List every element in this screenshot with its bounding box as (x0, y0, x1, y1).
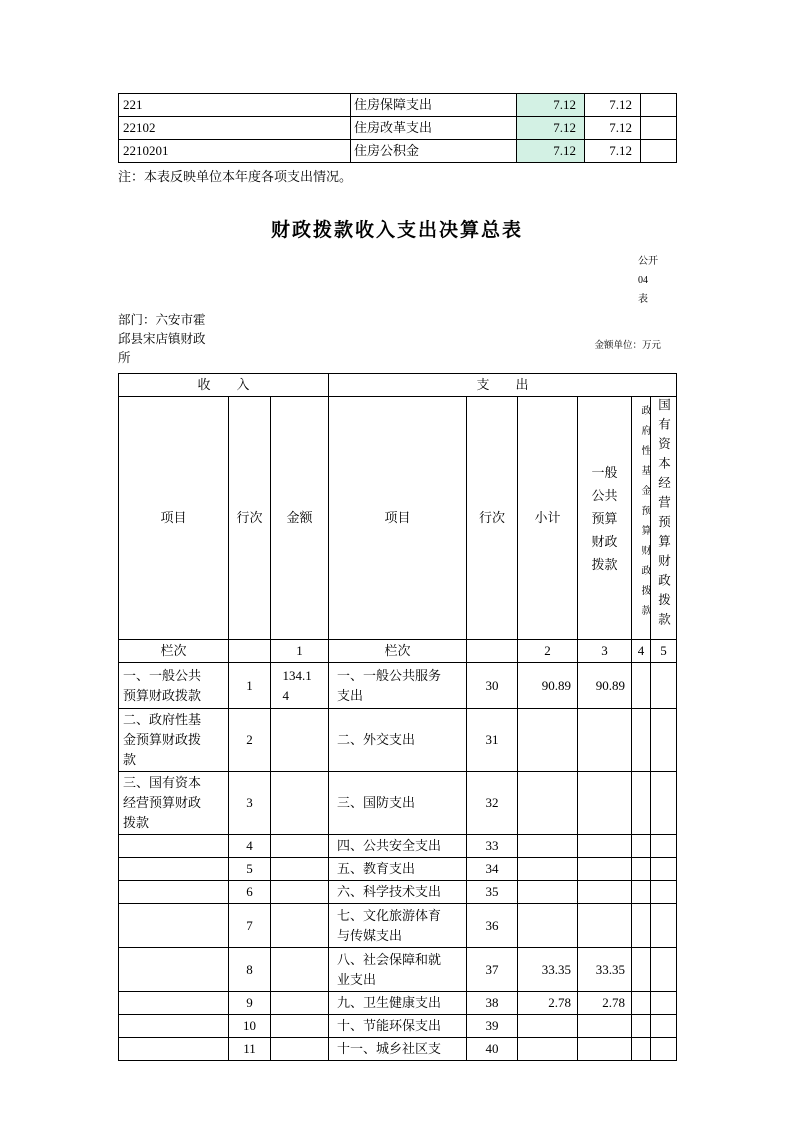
table-row (119, 117, 677, 140)
income-amount (271, 772, 329, 835)
expense-row-no: 36 (467, 904, 518, 948)
income-item (119, 1015, 229, 1038)
expense-row-no: 37 (467, 948, 518, 992)
amount-cell: 7.12 (585, 117, 641, 140)
income-amount (271, 1015, 329, 1038)
table-row (119, 140, 677, 163)
income-item: 三、国有资本经营预算财政拨款 (119, 772, 229, 835)
subtotal-value (518, 709, 578, 772)
lanci-empty-cell (229, 640, 271, 663)
expense-item: 四、公共安全支出 (329, 835, 467, 858)
amount-cell-highlighted: 7.12 (517, 140, 585, 163)
income-item: 二、政府性基金预算财政拨款 (119, 709, 229, 772)
table-note: 注：本表反映单位本年度各项支出情况。 (118, 169, 353, 184)
income-row-no: 10 (229, 1015, 271, 1038)
empty-cell (641, 94, 677, 117)
expense-item: 十、节能环保支出 (329, 1015, 467, 1038)
general-value: 33.35 (578, 948, 632, 992)
capital-value (651, 663, 677, 709)
subject-name-cell: 住房保障支出 (351, 94, 517, 117)
income-amount-value: 134.14 (282, 667, 312, 703)
income-item: 一、一般公共预算财政拨款 (119, 663, 229, 709)
previous-expenditure-table (118, 93, 677, 163)
expense-row-no: 30 (467, 663, 518, 709)
income-row-no: 9 (229, 992, 271, 1015)
expense-item: 五、教育支出 (329, 858, 467, 881)
data-row (119, 904, 677, 948)
subtotal-value: 33.35 (518, 948, 578, 992)
general-value: 90.89 (578, 663, 632, 709)
col-header-subtotal: 小计 (518, 397, 578, 640)
lanci-income-no: 1 (271, 640, 329, 663)
col-header-expense-item: 项目 (329, 397, 467, 640)
general-value (578, 709, 632, 772)
expense-item: 一、一般公共服务支出 (329, 663, 467, 709)
empty-cell (641, 140, 677, 163)
col-header-expense-row: 行次 (467, 397, 518, 640)
capital-value (651, 858, 677, 881)
expense-item: 二、外交支出 (329, 709, 467, 772)
income-item (119, 992, 229, 1015)
general-value (578, 881, 632, 904)
data-row (119, 835, 677, 858)
expense-item: 十一、城乡社区支 (329, 1038, 467, 1061)
expense-row-no: 33 (467, 835, 518, 858)
general-value: 2.78 (578, 992, 632, 1015)
data-row (119, 881, 677, 904)
lanci-capital-no: 5 (651, 640, 677, 663)
fund-value (632, 1038, 651, 1061)
lanci-expense-label: 栏次 (329, 640, 467, 663)
general-value (578, 904, 632, 948)
expense-row-no: 40 (467, 1038, 518, 1061)
expense-item: 九、卫生健康支出 (329, 992, 467, 1015)
capital-value (651, 904, 677, 948)
fund-value (632, 663, 651, 709)
income-row-no: 7 (229, 904, 271, 948)
income-amount (271, 663, 329, 709)
col-header-income-row: 行次 (229, 397, 271, 640)
data-row (119, 948, 677, 992)
fund-value (632, 992, 651, 1015)
income-item (119, 1038, 229, 1061)
subtotal-value (518, 858, 578, 881)
expense-group-header: 支 出 (329, 374, 677, 397)
amount-unit-label: 金额单位：万元 (594, 341, 661, 351)
general-value (578, 835, 632, 858)
income-amount (271, 1038, 329, 1061)
income-group-header: 收 入 (119, 374, 329, 397)
main-table (118, 373, 677, 1061)
subject-name-cell: 住房公积金 (351, 140, 517, 163)
amount-cell-highlighted: 7.12 (517, 94, 585, 117)
income-amount (271, 881, 329, 904)
expense-item: 六、科学技术支出 (329, 881, 467, 904)
subject-code-cell: 221 (119, 94, 351, 117)
general-value (578, 858, 632, 881)
col-header-state-capital (651, 397, 677, 640)
state-capital-label: 国有资本经营预算财政拨款 (656, 398, 671, 632)
income-amount (271, 948, 329, 992)
income-item (119, 904, 229, 948)
general-value (578, 1015, 632, 1038)
subtotal-value (518, 1038, 578, 1061)
general-value (578, 1038, 632, 1061)
amount-cell: 7.12 (585, 94, 641, 117)
fund-value (632, 835, 651, 858)
lanci-general-no: 3 (578, 640, 632, 663)
amount-cell: 7.12 (585, 140, 641, 163)
income-amount (271, 992, 329, 1015)
subtotal-value (518, 1015, 578, 1038)
capital-value (651, 881, 677, 904)
income-amount (271, 904, 329, 948)
subtotal-value (518, 881, 578, 904)
gov-fund-label: 政府性基金预算财政拨款 (639, 405, 651, 625)
table-code-line: 04 (638, 275, 648, 286)
lanci-fund-no: 4 (632, 640, 651, 663)
capital-value (651, 772, 677, 835)
col-header-gov-fund (632, 397, 651, 640)
empty-cell (641, 117, 677, 140)
subject-code-cell: 2210201 (119, 140, 351, 163)
income-row-no: 1 (229, 663, 271, 709)
amount-cell-highlighted: 7.12 (517, 117, 585, 140)
col-header-income-item: 项目 (119, 397, 229, 640)
expense-row-no: 31 (467, 709, 518, 772)
page-content (118, 93, 676, 1061)
data-row (119, 772, 677, 835)
column-header-row (119, 397, 677, 640)
table-code-line: 表 (638, 294, 648, 305)
income-item (119, 858, 229, 881)
expense-row-no: 34 (467, 858, 518, 881)
lanci-empty-cell (467, 640, 518, 663)
subtotal-value (518, 904, 578, 948)
table-code-line: 公开 (638, 256, 658, 267)
page-title: 财政拨款收入支出决算总表 (270, 220, 523, 241)
lanci-row (119, 640, 677, 663)
fund-value (632, 904, 651, 948)
expense-item: 七、文化旅游体育与传媒支出 (329, 904, 467, 948)
income-row-no: 6 (229, 881, 271, 904)
group-header-row (119, 374, 677, 397)
general-value (578, 772, 632, 835)
table-row (119, 94, 677, 117)
income-item (119, 835, 229, 858)
income-row-no: 3 (229, 772, 271, 835)
subtotal-value (518, 835, 578, 858)
expense-row-no: 38 (467, 992, 518, 1015)
general-budget-label: 一般公共预算财政拨款 (591, 464, 618, 572)
public-table-code (638, 252, 664, 309)
capital-value (651, 835, 677, 858)
fund-value (632, 709, 651, 772)
expense-row-no: 32 (467, 772, 518, 835)
capital-value (651, 948, 677, 992)
data-row (119, 663, 677, 709)
fund-value (632, 858, 651, 881)
meta-row (118, 311, 676, 368)
col-header-income-amount: 金额 (271, 397, 329, 640)
subtotal-value: 2.78 (518, 992, 578, 1015)
expense-row-no: 35 (467, 881, 518, 904)
data-row (119, 858, 677, 881)
income-row-no: 2 (229, 709, 271, 772)
capital-value (651, 992, 677, 1015)
data-row (119, 992, 677, 1015)
fund-value (632, 948, 651, 992)
income-item (119, 948, 229, 992)
subject-name-cell: 住房改革支出 (351, 117, 517, 140)
income-row-no: 4 (229, 835, 271, 858)
fund-value (632, 772, 651, 835)
income-item (119, 881, 229, 904)
expense-row-no: 39 (467, 1015, 518, 1038)
income-row-no: 8 (229, 948, 271, 992)
income-row-no: 11 (229, 1038, 271, 1061)
data-row (119, 709, 677, 772)
subtotal-value (518, 772, 578, 835)
department-label: 部门：六安市霍邱县宋店镇财政所 (118, 313, 206, 365)
expense-item: 三、国防支出 (329, 772, 467, 835)
data-row (119, 1038, 677, 1061)
lanci-subtotal-no: 2 (518, 640, 578, 663)
subject-code-cell: 22102 (119, 117, 351, 140)
col-header-general-budget (578, 397, 632, 640)
data-row (119, 1015, 677, 1038)
income-amount (271, 858, 329, 881)
capital-value (651, 1038, 677, 1061)
subtotal-value: 90.89 (518, 663, 578, 709)
capital-value (651, 709, 677, 772)
capital-value (651, 1015, 677, 1038)
income-row-no: 5 (229, 858, 271, 881)
income-amount (271, 835, 329, 858)
fund-value (632, 881, 651, 904)
income-amount (271, 709, 329, 772)
lanci-income-label: 栏次 (119, 640, 229, 663)
fund-value (632, 1015, 651, 1038)
expense-item: 八、社会保障和就业支出 (329, 948, 467, 992)
